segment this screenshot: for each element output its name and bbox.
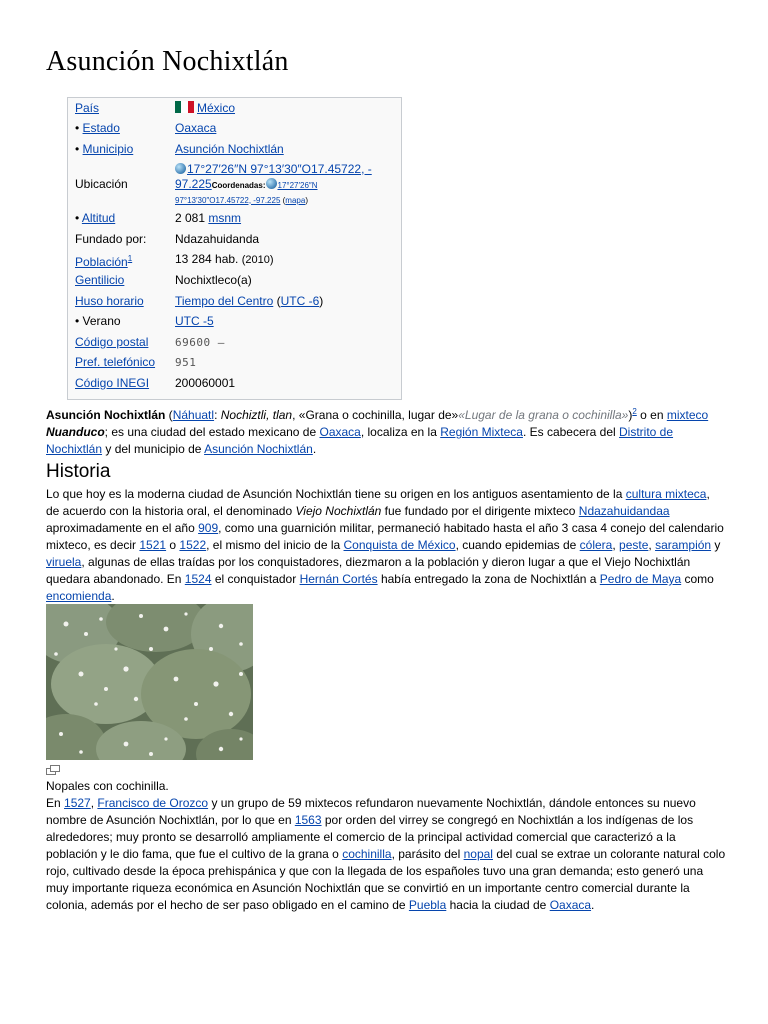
- gentilicio-value: Nochixtleco(a): [175, 273, 252, 288]
- historia-paragraph: Lo que hoy es la moderna ciudad de Asunción Nochixtlán tiene su origen en los antiguos asentamiento de la cultura mixteca, de acuerdo con la historia oral, el denominado Viejo Nochixtlán fue fundado por el dirigente mixteco Ndazahuidandaa aproximadamente en el año 909, como una guarnición militar, permaneció habitado hasta el año 3 casa 4 conejo del calendario mixteco, es decir 1521 o 1522, el mismo del inicio de la Conquista de México, cuando epidemias de cólera, peste, sarampión y viruela, algunas de ellas traídas por los conquistadores, diezmaron a la población y dieron lugar a que el Viejo Nochixtlán quedara abandonado. En 1524 el conquistador Hernán Cortés había entregado la zona de Nochixtlán a Pedro de Maya como encomienda.: [46, 487, 724, 603]
- year-1524-link[interactable]: 1524: [184, 572, 212, 586]
- infobox-row-postal: [68, 332, 401, 353]
- flag-red-stripe: [188, 101, 194, 113]
- pedro-de-maya-link[interactable]: Pedro de Maya: [599, 572, 682, 586]
- infobox-row-altitud: • Altitud 2 081 msnm: [75, 211, 242, 226]
- utc-6-link[interactable]: UTC -6: [280, 293, 320, 308]
- fundado-value: Ndazahuidanda: [175, 231, 260, 246]
- postal-link[interactable]: Código postal: [75, 334, 149, 349]
- ndazahuidandaa-link[interactable]: Ndazahuidandaa: [578, 504, 670, 518]
- poblacion-ref-link[interactable]: 1: [127, 253, 133, 263]
- infobox-row-estado: • Estado Oaxaca: [75, 121, 217, 136]
- nopales-cactus-picture: [46, 604, 253, 760]
- msnm-link[interactable]: msnm: [208, 211, 242, 226]
- ref-2-link[interactable]: 2: [632, 407, 637, 416]
- viruela-link[interactable]: viruela: [46, 555, 82, 569]
- infobox-row-verano: [68, 312, 401, 333]
- altitud-value: 2 081: [175, 211, 206, 226]
- cultura-mixteca-link[interactable]: cultura mixteca: [625, 487, 707, 501]
- verano-label: • Verano: [75, 314, 121, 329]
- mexico-link[interactable]: México: [197, 100, 236, 115]
- estado-link[interactable]: Estado: [82, 121, 120, 136]
- oaxaca-city-link[interactable]: Oaxaca: [549, 898, 592, 912]
- infobox-row-huso: Huso horario Tiempo del Centro (UTC -6): [75, 293, 324, 308]
- colera-link[interactable]: cólera: [579, 538, 613, 552]
- year-1563-link[interactable]: 1563: [294, 813, 322, 827]
- infobox-row-ubicacion: Ubicación 17°27′26″N 97°13′30″O17.45722, - 97.225Coordenadas: 17°27′26″N 97°13′30″O17.45722, -97.225 (mapa): [68, 160, 401, 209]
- year-1522-link[interactable]: 1522: [179, 538, 207, 552]
- puebla-link[interactable]: Puebla: [408, 898, 447, 912]
- region-mixteca-link[interactable]: Región Mixteca: [440, 425, 523, 439]
- infobox-row-inegi: [68, 373, 401, 394]
- poblacion-year: (2010): [241, 254, 274, 266]
- coordinates-label: Coordenadas:: [211, 180, 266, 190]
- encomienda-link[interactable]: encomienda: [46, 589, 112, 603]
- fundado-label: Fundado por:: [75, 231, 147, 246]
- municipio-intro-link[interactable]: Asunción Nochixtlán: [204, 442, 313, 456]
- year-909-link[interactable]: 909: [198, 521, 219, 535]
- oaxaca-link[interactable]: Oaxaca: [175, 121, 217, 136]
- infobox-row-fundado: [68, 229, 401, 250]
- gentilicio-link[interactable]: Gentilicio: [75, 273, 125, 288]
- mapa-link[interactable]: mapa: [285, 195, 306, 205]
- mixteco-link[interactable]: mixteco: [666, 408, 709, 422]
- image-caption: Nopales con cochinilla.: [46, 779, 169, 793]
- mexico-flag-icon: [175, 101, 194, 113]
- pais-link[interactable]: País: [75, 100, 100, 115]
- globe-small-icon: [266, 178, 277, 189]
- huso-link[interactable]: Huso horario: [75, 293, 144, 308]
- inegi-value: 200060001: [175, 375, 236, 390]
- pref-link[interactable]: Pref. telefónico: [75, 355, 156, 370]
- francisco-de-orozco-link[interactable]: Francisco de Orozco: [97, 796, 209, 810]
- year-1521-link[interactable]: 1521: [139, 538, 167, 552]
- poblacion-value: 13 284 hab.: [175, 252, 239, 266]
- second-paragraph: En 1527, Francisco de Orozco y un grupo de 59 mixtecos refundaron nuevamente Nochixtlán, dándole entonces su nuevo nombre de Asunción Nochixtlán, por lo que en 1563 por orden del virrey se congregó en Nochixtlán a los indígenas de los alrededores; muy pronto se desarrolló ampliamente el comercio de la principal actividad comercial que caracterizó a la población y le dio fama, que fue el cultivo de la grana o cochinilla, parásito del nopal del cual se extrae un colorante natural colo rojo, cultivado desde la época prehispánica y que con la llegada de los españoles tuvo una gran demanda; esto generó una muy importante riqueza económica en Asunción Nochixtlán que se convirtió en un importante centro comercial durante la colonia, además por el hecho de ser paso obligado en el camino de Puebla hacia la ciudad de Oaxaca.: [46, 796, 726, 912]
- cochinilla-link[interactable]: cochinilla: [342, 847, 392, 861]
- ubicacion-label: Ubicación: [75, 176, 128, 191]
- intro-paragraph: Asunción Nochixtlán (Náhuatl: Nochiztli, tlan, «Grana o cochinilla, lugar de»«Lugar de la grana o cochinilla»)$^2$ o en mixteco Nuanduco; es una ciudad del estado mexicano de Oaxaca, localiza en la Región Mixteca. Es cabecera del Distrito de Nochixtlán y del municipio de Asunción Nochixtlán.: [46, 407, 709, 456]
- hernan-cortes-link[interactable]: Hernán Cortés: [299, 572, 378, 586]
- altitud-link[interactable]: Altitud: [81, 211, 116, 226]
- inegi-link[interactable]: Código INEGI: [75, 375, 150, 390]
- nahuatl-link[interactable]: Náhuatl: [172, 408, 215, 422]
- coordinates-link[interactable]: 17°27′26″N 97°13′30″O17.45722, - 97.225: [175, 161, 372, 191]
- historia-heading: Historia: [46, 461, 111, 482]
- nopal-link[interactable]: nopal: [463, 847, 493, 861]
- pref-value: 951: [175, 356, 197, 370]
- coordinates-small-link-2[interactable]: 97°13′30″O17.45722, -97.225: [175, 195, 281, 205]
- utc-5-link[interactable]: UTC -5: [175, 314, 214, 329]
- conquista-link[interactable]: Conquista de México: [343, 538, 456, 552]
- infobox-row-gentilicio: [68, 271, 401, 292]
- infobox: [67, 97, 402, 400]
- postal-value: 69600 –: [175, 335, 225, 349]
- year-1527-link[interactable]: 1527: [64, 796, 91, 810]
- distrito-link[interactable]: Distrito de Nochixtlán: [46, 425, 674, 456]
- peste-link[interactable]: peste: [619, 538, 649, 552]
- infobox-row-pais: [68, 98, 401, 119]
- infobox-row-poblacion: [68, 250, 401, 271]
- sarampion-link[interactable]: sarampión: [655, 538, 712, 552]
- globe-icon: [175, 163, 186, 174]
- page-title: Asunción Nochixtlán: [46, 46, 289, 77]
- tiempo-centro-link[interactable]: Tiempo del Centro: [175, 293, 274, 308]
- poblacion-link[interactable]: Población: [75, 254, 128, 269]
- oaxaca-intro-link[interactable]: Oaxaca: [319, 425, 361, 439]
- infobox-row-municipio: • Municipio Asunción Nochixtlán: [75, 141, 284, 156]
- coordinates-small-link[interactable]: 17°27′26″N: [277, 180, 318, 190]
- infobox-row-pref: [68, 353, 401, 374]
- municipio-value-link[interactable]: Asunción Nochixtlán: [175, 141, 284, 156]
- enlarge-icon[interactable]: [46, 765, 60, 775]
- nopales-image[interactable]: [46, 604, 253, 760]
- municipio-link[interactable]: Municipio: [82, 141, 134, 156]
